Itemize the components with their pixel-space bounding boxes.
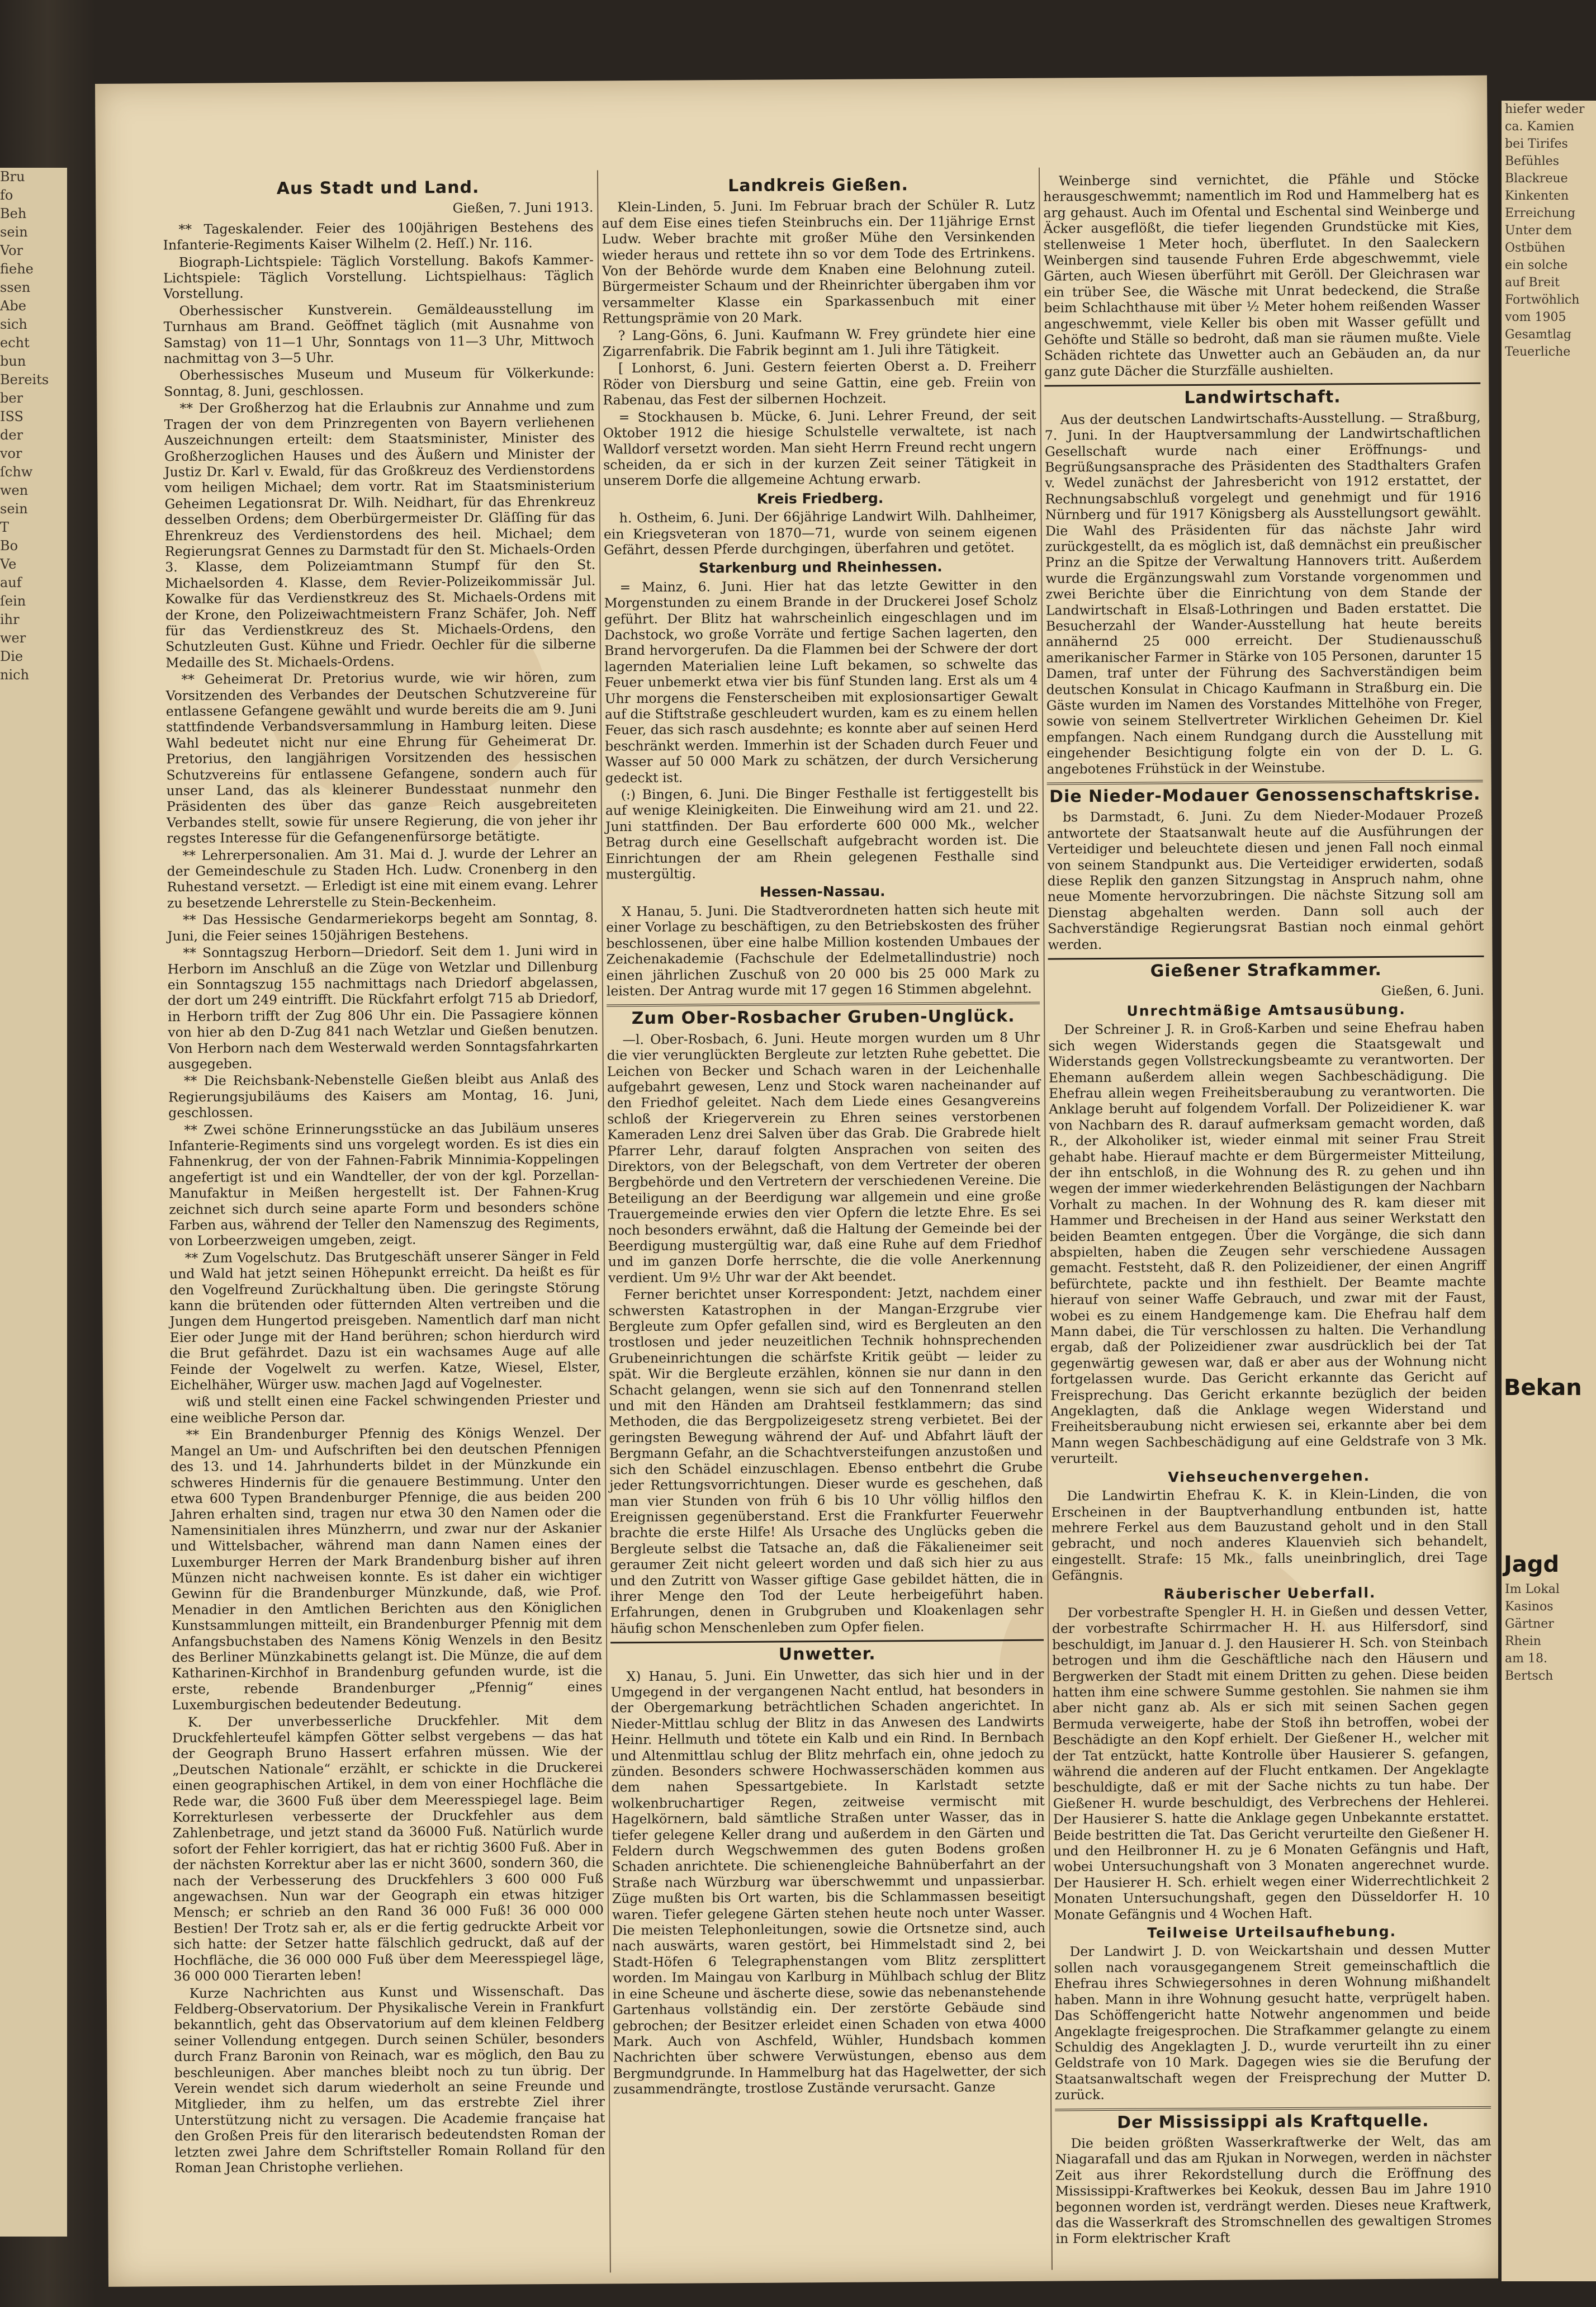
strip-line: Kinkenten: [1505, 189, 1569, 203]
strip-line: Gärtner: [1505, 1617, 1554, 1631]
paragraph: ** Lehrerpersonalien. Am 31. Mai d. J. wurde der Lehrer an der Gemeindeschule zu Staden Hch. Ludw. Cronenberg in den Ruhestand versetzt. — Erledigt ist eine mit einem evang. Lehrer zu besetzende Lehrerstelle zu Stein-Beckenheim.: [167, 845, 598, 911]
strip-line: Im Lokal: [1505, 1582, 1560, 1596]
subsection-heading: Unrechtmäßige Amtsausübung.: [1126, 1001, 1406, 1019]
strip-line: bei Tirifes: [1505, 137, 1568, 151]
strip-line: bun: [0, 353, 26, 369]
strip-line: Vor: [0, 243, 23, 258]
divider: [610, 1639, 1044, 1644]
article-headline: Die Nieder-Modauer Genossenschaftskrise.: [1049, 784, 1481, 807]
divider: [607, 1002, 1040, 1007]
strip-line: ber: [0, 390, 23, 406]
subsection-heading: Teilweise Urteilsaufhebung.: [1147, 1923, 1397, 1941]
paragraph: Klein-Linden, 5. Juni. Im Februar brach der Schüler R. Lutz auf dem Eise eines tiefen Steinbruchs ein. Der 11jährige Ernst Ludw. Weber brachte mit großer Mühe den Versinkenden wieder heraus und rettete ihn so vor dem Tode des Ertrinkens. Von der Behörde wurde dem Knaben eine Belohnung zuteil. Bürgermeister Schaum und der Rheinrichter übergaben ihm vor versammelter Klasse ein Sparkassenbuch mit einer Rettungsprämie von 20 Mark.: [602, 197, 1036, 327]
right-strip-text: [1502, 101, 1596, 361]
article-headline: Unwetter.: [778, 1644, 876, 1665]
article-group: [606, 901, 1040, 999]
strip-line: ISS: [0, 409, 23, 424]
paragraph: Die Landwirtin Ehefrau K. K. in Klein-Linden, die von Erscheinen in der Bauptverhandlung entbunden ist, hatte mehrere Ferkel aus dem Bauzustand geholt und in den Stall gebracht, und noch anderes Klauenvieh sich behandelt, eingestellt. Strafe: 15 Mk., falls uneinbringlich, drei Tage Gefängnis.: [1051, 1485, 1488, 1583]
section-title: Landwirtschaft.: [1184, 387, 1341, 408]
strip-line: Gesamtlag: [1505, 328, 1571, 342]
strip-line: Erreichung: [1505, 206, 1576, 220]
strip-line: fo: [0, 187, 13, 203]
strip-line: auf Breit: [1505, 276, 1560, 290]
column-2: [602, 173, 1046, 2098]
paragraph: —l. Ober-Rosbach, 6. Juni. Heute morgen wurden um 8 Uhr die vier verunglückten Bergleute zur letzten Ruhe gebettet. Die Leichen von Becker und Schach waren in der Leichenhalle aufgebahrt gewesen, Lenz und Stock waren nacheinander auf den Friedhof geleitet. Nach dem Liede eines Gesangvereins schloß der Kriegerverein zu Ehren seines verstorbenen Kameraden Lenz drei Salven über das Grab. Die Grabrede hielt Pfarrer Lehr, darauf folgten Ansprachen von seiten des Direktors, von der Belegschaft, von dem Vertreter der oberen Bergbehörde und den Vertretern der verschiedenen Vereine. Die Beteiligung an der Beerdigung war allgemein und eine große Trauergemeinde erwies den vier Opfern die letzte Ehre. Es sei noch besonders erwähnt, daß die Haltung der Gemeinde bei der Beerdigung mustergültig war, daß eine Ruhe auf dem Friedhof und im ganzen Dorfe herrschte, die die volle Anerkennung verdient. Um 9½ Uhr war der Akt beendet.: [607, 1029, 1041, 1286]
strip-line: Blackreue: [1505, 172, 1568, 186]
article-group: [607, 1029, 1044, 1636]
paragraph: bs Darmstadt, 6. Juni. Zu dem Nieder-Modauer Prozeß antwortete der Staatsanwalt heute auf die Ausführungen der Verteidiger und beleuchtete diesen und jenen Fall noch einmal von seinem Standpunkt aus. Die Verteidiger erwiderten, sodaß diese Replik den ganzen Sitzungstag in Anspruch nahm, ohne neue Momente hervorzubringen. Die nächste Sitzung soll am Dienstag abgehalten werden. Dann soll auch der Sachverständige Regierungsrat Bastian noch einmal gehört werden.: [1047, 807, 1484, 953]
strip-line: sich: [0, 316, 27, 332]
strip-line: nich: [0, 667, 30, 683]
strip-line: ca. Kamien: [1505, 120, 1575, 134]
right-strip-text: [1502, 1581, 1596, 1685]
strip-line: vom 1905: [1505, 310, 1566, 324]
strip-line: auf: [0, 575, 22, 590]
right-page-strip: [1498, 101, 1596, 2281]
paragraph: Biograph-Lichtspiele: Täglich Vorstellung. Bakofs Kammer-Lichtspiele: Täglich Vorstellung. Lichtspielhaus: Täglich Vorstellung.: [163, 252, 594, 302]
strip-line: Die: [0, 649, 23, 664]
paragraph: = Mainz, 6. Juni. Hier hat das letzte Gewitter in den Morgenstunden zu einem Brande in der Druckerei Josef Scholz geführt. Der Blitz hat wahrscheinlich eingeschlagen und im Dachstock, wo große Vorräte und fertige Sachen lagerten, den Brand hervorgerufen. Da die Flammen bei der Schwere der dort lagernden Materialien leine Luft bekamen, so schwelte das Feuer unbemerkt etwa vier bis fünf Stunden lang. Erst als um 4 Uhr morgens die Fensterscheiben mit explosionsartiger Gewalt auf die Stiftstraße geschleudert wurden, kam es zu einem hellen Feuer, das sich rasch ausdehnte; es konnte aber auf seinen Herd beschränkt werden. Immerhin ist der Schaden durch Feuer und Wasser auf 50 000 Mark zu schätzen, der durch Versicherung gedeckt ist.: [604, 576, 1039, 786]
strip-line: Beh: [0, 206, 27, 221]
paragraph: Der Schreiner J. R. in Groß-Karben und seine Ehefrau haben sich wegen Widerstands gegen die Staatsgewalt und Widerstands gegen Vollstreckungsbeamte zu verantworten. Der Ehemann außerdem allein wegen Sachbeschädigung. Die Ehefrau allein wegen Freiheitsberaubung zu verantworten. Die Anklage beruht auf folgendem Vorfall. Der Polizeidiener K. war von Nachbarn des R. darauf aufmerksam gemacht worden, daß R., der Alkoholiker ist, wieder einmal mit seiner Frau Streit gehabt habe. Hierauf machte er dem Bürgermeister Mitteilung, der ihn entschloß, in die Wohnung des R. zu gehen und ihn wegen der immer wiederkehrenden Belästigungen der Nachbarn Vorhalt zu machen. In der Wohnung des R. kam dieser mit Hammer und Brecheisen in der Hand aus seiner Werkstatt den beiden Beamten entgegen. Über die Vorgänge, die sich dann abspielten, haben die Zeugen sehr verschiedene Aussagen gemacht. Feststeht, daß R. den Polizeidiener, der einen Angriff befürchtete, packte und ihn festhielt. Der Beamte machte hierauf von seiner Waffe Gebrauch, und zwar mit der Faust, wobei es zu einem Handgemenge kam. Die Ehefrau half dem Mann dabei, die Tür verschlossen zu halten. Die Verhandlung ergab, daß der Polizeidiener zwar ausdrücklich bei der Tat gegenwärtig gewesen war, daß er aber aus der Wohnung nicht fortgelassen wurde. Das Gericht erkannte das Gericht auf Freisprechung. Das Gericht erkannte bezüglich der beiden Angeklagten, daß die Anklage wegen Widerstand und Freiheitsberaubung nicht erwiesen sei, erkannte aber bei dem Mann wegen Sachbeschädigung auf eine Geldstrafe von 3 Mk. verurteilt.: [1048, 1019, 1487, 1467]
strip-line: T: [0, 519, 10, 535]
strip-line: Bertsch: [1505, 1669, 1554, 1683]
strip-line: Befühles: [1505, 154, 1560, 168]
strip-line: Rhein: [1505, 1634, 1541, 1648]
paragraph: ** Ein Brandenburger Pfennig des Königs Wenzel. Der Mangel an Um- und Aufschriften bei den deutschen Pfennigen des 13. und 14. Jahrhunderts bildet in der Münzkunde ein schweres Hindernis für die genauere Bestimmung. Unter den etwa 600 Typen Brandenburger Pfennige, die aus beiden 200 Jahren erhalten sind, tragen nur etwa 30 den Namen oder die Namensinitialen ihres Münzherrn, und zwar nur der Askanier und Wittelsbacher, während man dann Namen eines der Luxemburger Herren der Mark Brandenburg bisher auf ihren Münzen nicht nachweisen konnte. Es ist daher ein wichtiger Gewinn für die Brandenburger Münzkunde, daß, wie Prof. Menadier in den Amtlichen Berichten aus den Königlichen Kunstsammlungen mitteilt, ein Brandenburger Pfennig mit dem Anfangsbuchstaben des Namens König Wenzels in den Besitz des Berliner Münzkabinetts gelangt ist. Die Münze, die auf dem Katharinen-Kirchhof in Brandenburg gefunden wurde, ist die erste, rebende Brandenburger „Pfennig“ eines Luxemburgischen bedeutender Bedeutung.: [170, 1424, 603, 1713]
strip-line: Ostbühen: [1505, 241, 1565, 255]
article-group: [610, 1666, 1046, 2097]
article-headline: Zum Ober-Rosbacher Gruben-Unglück.: [631, 1006, 1015, 1029]
strip-line: echt: [0, 335, 30, 351]
newspaper-page: [95, 75, 1500, 2287]
strip-line: ssen: [0, 280, 31, 295]
paragraph: ? Lang-Göns, 6. Juni. Kaufmann W. Frey gründete hier eine Zigarrenfabrik. Die Fabrik beginnt am 1. Juli ihre Tätigkeit.: [602, 325, 1036, 360]
paragraph: (:) Bingen, 6. Juni. Die Binger Festhalle ist fertiggestellt bis auf wenige Kleinigkeiten. Die Einweihung wird am 21. und 22. Juni stattfinden. Der Bau erforderte 600 000 Mk., welcher Betrag durch eine Gesellschaft aufgebracht worden ist. Die Einrichtungen der am Rhein gelegenen Festhalle sind mustergültig.: [605, 784, 1039, 882]
strip-line: wer: [0, 630, 26, 646]
article-group: [604, 508, 1038, 558]
article-group: [604, 576, 1039, 882]
paragraph: = Stockhausen b. Mücke, 6. Juni. Lehrer Freund, der seit Oktober 1912 die hiesige Schulstelle verwaltete, ist nach Walldorf versetzt worden. Man sieht Herrn Freund recht ungern scheiden, da er sich in der kurzen Zeit seiner Tätigkeit in unserem Dorfe die allgemeine Achtung erwarb.: [603, 406, 1037, 489]
right-strip-heading: Bekan: [1504, 1375, 1582, 1401]
strip-line: Teuerliche: [1505, 345, 1571, 359]
paragraph: Oberhessisches Museum und Museum für Völkerkunde: Sonntag, 8. Juni, geschlossen.: [164, 365, 595, 400]
strip-line: Unter dem: [1505, 224, 1573, 238]
paragraph: Ferner berichtet unser Korrespondent: Jetzt, nachdem einer schwersten Katastrophen in der Mangan-Erzgrube vier Bergleute zum Opfer gefallen sind, wird es Bergleuten an den trostlosen und jeder neuzeitlichen Technik hohnsprechenden Grubeneinrichtungen die schärfste Kritik geübt — leider zu spät. Wir die Bergleute erzählen, können sie nur dann in den Schacht gelangen, wenn sie sich auf den Tonnenrand stellen und mit den Händen am Drahtseil festklammern; das sind Methoden, die das Bergpolizeigesetz streng verbietet. Bei der geringsten Bewegung während der Auf- und Abfahrt läuft der Bergmann Gefahr, an die Schachtversteifungen anzustoßen und sich den Schädel einzuschlagen. Ebenso entbehrt die Grube jeder Rettungsvorrichtungen. Dieser wurde es geschehen, daß man vier Stunden von früh 6 bis 10 Uhr völlig hilflos den Ereignissen gegenüberstand. Erst die Frankfurter Feuerwehr brachte die erste Hilfe! Als Ursache des Unglücks geben die Bergleute selbst die Tatsache an, daß die Fäkalieneimer seit geraumer Zeit nicht geleert worden und daß sich hier zu aus und den Zutritt von Wasser giftige Gase gebildet hätten, die in ihrer Menge den Tod der Leute herbeigeführt haben. Erfahrungen, denen in Grubgruben und Kloakenlagen sehr häufig schon Menschenleben zum Opfer fielen.: [608, 1284, 1044, 1637]
left-page-strip: [0, 168, 67, 2237]
strip-line: ihr: [0, 612, 20, 627]
strip-line: ein solche: [1505, 258, 1568, 272]
strip-line: am 18.: [1505, 1652, 1547, 1666]
column-1-body: [163, 219, 605, 2176]
paragraph: X Hanau, 5. Juni. Die Stadtverordneten hatten sich heute mit einer Vorlage zu beschäftigen, zu den Betriebskosten des früher beschlossenen, über eine halbe Million kostenden Umbaues der Zeichenakademie (Fachschule der Edelmetallindustrie) noch einen jährlichen Zuschuß von 20 000 bis 25 000 Mark zu leisten. Der Antrag wurde mit 17 gegen 16 Stimmen abgelehnt.: [606, 901, 1040, 999]
paragraph: Kurze Nachrichten aus Kunst und Wissenschaft. Das Feldberg-Observatorium. Der Physikalische Verein in Frankfurt bekanntlich, geht das Observatorium auf dem kleinen Feldberg seiner Vollendung entgegen. Durch seinen Schüler, besonders durch Franz Baronin von Reinach, war es möglich, den Bau zu beschleunigen. Aber manches bleibt noch zu tun übrig. Der Verein wendet sich darum wiederholt an seine Freunde und Mitglieder, ihm zu helfen, um das erstrebte Ziel ihrer Unterstützung nicht zu versagen. Die Academie française hat den Großen Preis für den literarisch bedeutendsten Roman der letzten zwei Jahre dem Schriftsteller Romain Rolland für den Roman Jean Christophe verliehen.: [173, 1982, 605, 2176]
paragraph: X) Hanau, 5. Juni. Ein Unwetter, das sich hier und in der Umgegend in der vergangenen Nacht entlud, hat besonders in der Obergemarkung beträchtlichen Schaden angerichtet. In Nieder-Mittlau schlug der Blitz in das Anwesen des Landwirts Heinr. Hellmuth und tötete ein Kalb und ein Rind. In Bernbach und Altenmittlau schlug der Blitz mehrfach ein, ohne jedoch zu zünden. Besonders schwere Hochwasserschäden kommen aus dem nahen Spessartgebiete. In Karlstadt setzte wolkenbruchartiger Regen, zeitweise vermischt mit Hagelkörnern, bald sämtliche Straßen unter Wasser, das in tiefer gelegene Keller drang und außerdem in den Gärten und Feldern durch Wegschwemmen des guten Bodens großen Schaden anrichtete. Die schienengleiche Bahnüberfahrt an der Straße nach Würzburg war überschwemmt und unpassierbar. Züge mußten bis Ort warten, bis die Schlammassen beseitigt waren. Tiefer gelegene Gärten stehen heute noch unter Wasser. Die meisten Telephonleitungen, sowie die Ortsnetze sind, auch nach auswärts, waren gestört, bei Himmelstadt sind 2, bei Stadt-Höfen 6 Telegraphenstangen vom Blitz zersplittert worden. Im Maingau von Karlburg in Mühlbach schlug der Blitz in eine Scheune und äscherte diese, sowie das nebenanstehende Gartenhaus vollständig ein. Der zerstörte Gebäude sind gebrochen; der Besitzer erleidet einen Schaden von etwa 4000 Mark. Auch von Aschfeld, Wühler, Hundsbach kommen Nachrichten über schwere Verwüstungen, ebenso aus dem Bergmundgrunde. In Hammelburg hat das Hagelwetter, der sich zusammendrängte, trostlose Zustände verursacht. Ganze: [610, 1666, 1046, 2097]
strip-line: sein: [0, 224, 28, 240]
divider: [1047, 780, 1483, 785]
subsection-heading: Kreis Friedberg.: [756, 490, 884, 507]
paragraph: Der Landwirt J. D. von Weickartshain und dessen Mutter sollen nach vorausgegangenem Streit gemeinschaftlich die Ehefrau ihres Schwiegersohnes in deren Wohnung mißhandelt haben. Mann in ihre Wohnung gesucht hatte, verprügelt haben. Das Schöffengericht hatte Notwehr angenommen und beide Angeklagte freigesprochen. Die Strafkammer gelangte zu einem Schuldig des Angeklagten J. D., wurde verurteilt ihn zu einer Geldstrafe von 10 Mark. Dagegen wies sie die Berufung der Staatsanwaltschaft wegen der Freisprechung der Mutter D. zurück.: [1054, 1941, 1491, 2103]
strip-line: hiefer weder: [1505, 102, 1585, 116]
paragraph: h. Ostheim, 6. Juni. Der 66jährige Landwirt Wilh. Dahlheimer, ein Kriegsveteran von 1870—71, wurde von seinem eigenen Gefährt, dessen Pferde durchgingen, überfahren und getötet.: [603, 507, 1038, 558]
strip-line: ſchw: [0, 464, 33, 480]
paragraph: ** Der Großherzog hat die Erlaubnis zur Annahme und zum Tragen der von dem Prinzregenten von Bayern verliehenen Auszeichnungen erteilt: dem Staatsminister, Minister des Großherzoglichen Hauses und des Äußern und Minister der Justiz Dr. Karl v. Ewald, für das Großkreuz des Verdienstordens vom heiligen Michael; dem vortr. Rat im Staatsministerium Geheimen Legationsrat Dr. Wilh. Neidhart, für das Ehrenkreuz desselben Ordens; dem Oberbürgermeister Dr. Gläſſing für das Ehrenkreuz des Verdienstordens des heil. Michael; dem Regierungsrat Gennes zu Darmstadt für den St. Michaels-Orden 3. Klasse, dem Polizeiamtmann Stumpf für den St. Michaelsorden 4. Klasse, dem Revier-Polizeikommissär Jul. Kowalke für das Verdienstkreuz des St. Michaels-Ordens mit der Krone, den Polizeiwachtmeistern Franz Schäfer, Joh. Neff für das Verdienstkreuz des St. Michaels-Ordens, den Schutzleuten Gust. Kühne und Friedr. Oechler für die silberne Medaille des St. Michaels-Ordens.: [164, 398, 596, 671]
strip-line: Bru: [0, 169, 25, 185]
divider: [1055, 2106, 1491, 2111]
strip-line: Bo: [0, 538, 18, 554]
section-title: Aus Stadt und Land.: [276, 177, 480, 199]
paragraph: ** Das Hessische Gendarmeriekorps begeht am Sonntag, 8. Juni, die Feier seines 150jährigen Bestehens.: [167, 909, 598, 944]
paragraph: Aus der deutschen Landwirtschafts-Ausstellung. — Straßburg, 7. Juni. In der Hauptversammlung der Landwirtschaftlichen Gesellschaft wurde nach einer Eröffnungs- und Begrüßungsansprache des Präsidenten des Stadthalters Grafen v. Wedel zunächst der Jahresbericht von 1912 erstattet, der Rechnungsabschluß vorgelegt und genehmigt und für 1916 Nürnberg und für 1917 Königsberg als Ausstellungsort gewählt. Die Wahl des Präsidenten für das nächste Jahr wird zurückgestellt, da es möglich ist, daß demnächst ein preußischer Prinz an die Spitze der Verwaltung Hannovers tritt. Außerdem wurde die Ergänzungswahl zum Vorstande vorgenommen und zwei Berichte über die Einrichtung von dem Stande der Landwirtschaft in Elsaß-Lothringen und Baden erstattet. Die Besucherzahl der Wander-Ausstellung hat heute bereits annähernd 25 000 erreicht. Der Studienausschuß amerikanischer Farmer in Stärke von 105 Personen, darunter 15 Damen, traf unter der Führung des Sachverständigen beim deutschen Konsulat in Chicago Kaufmann in Straßburg ein. Die Gäste wurden im Namen des Vorstandes Mittelhöhe von Freger, sowie von seinem Stellvertreter Wirklichen Geheimen Dr. Kiel empfangen. Nach einem Rundgang durch die Ausstellung mit eingehender Besichtigung folgte ein von der D. L. G. angebotenes Frühstück in der Weinstube.: [1044, 409, 1483, 777]
right-strip-heading: Jagd: [1504, 1552, 1560, 1577]
strip-line: Abe: [0, 298, 26, 314]
paragraph: Der vorbestrafte Spengler H. H. in Gießen und dessen Vetter, der vorbestrafte Schirrmacher H. H. aus Hilfersdorf, sind beschuldigt, im Januar d. J. den Hausierer H. Sch. von Steinbach betrogen und ihm die Geschäftliche nach den Häusern und Bergwerken der Stadt mit einem Dritten zu gehen. Diese beiden hatten ihm eine schwere Summe gestohlen. Sie nahmen sie ihm aber nicht ganz ab. Als er sich mit seinen Sachen gegen Bermuda verweigerte, habe der Stoß ihn betroffen, wobei der Beschädigte an den Kopf erhielt. Der Gießener H., welcher mit der Tat entzückt, hatte Kontrolle über Hausierer S. gefangen, während die anderen auf der Flucht entkamen. Der Angeklagte beschuldigte, daß er mit der Sache nichts zu tun habe. Der Gießener H. wurde beschuldigt, des Verbrechens der Hehlerei. Der Hausierer S. hatte die Anklage gegen Unbekannte erstattet. Beide bestritten die Tat. Das Gericht verurteilte den Gießener H. und den Heilbronner H. zu je 6 Monaten Gefängnis und Haft, wobei Untersuchungshaft von 3 Monaten angerechnet wurde. Der Hausierer H. Sch. erhielt wegen einer Widerrechtlichkeit 2 Monaten Untersuchungshaft, gegen den Düsseldorfer H. 10 Monate Gefängnis und 4 Wochen Haft.: [1052, 1602, 1490, 1923]
paragraph: ** Sonntagszug Herborn—Driedorf. Seit dem 1. Juni wird in Herborn im Anschluß an die Züge von Wetzlar und Dillenburg ein Sonntagszug 155 nachmittags nach Driedorf abgelassen, der dort um 249 eintrifft. Die Rückfahrt erfolgt 715 ab Driedorf, in Herborn trifft der Zug 806 Uhr ein. Die Passagiere können von hier ab den D-Zug 841 nach Wetzlar und Gießen benutzen. Von Herborn nach dem Westerwald werden Sonntagsfahrkarten ausgegeben.: [167, 942, 599, 1072]
subsection-heading: Hessen-Nassau.: [760, 883, 885, 901]
strip-line: Kasinos: [1505, 1600, 1554, 1614]
divider: [1048, 956, 1484, 960]
paragraph: wiß und stellt einen eine Fackel schwingenden Priester und eine weibliche Person dar.: [170, 1391, 601, 1426]
strip-line: Fortwöhlich: [1505, 293, 1580, 307]
section-title: Gießener Strafkammer.: [1150, 960, 1382, 981]
strip-line: wen: [0, 483, 29, 498]
paragraph: [ Lonhorst, 6. Juni. Gestern feierten Oberst a. D. Freiherr Röder von Diersburg und seine Gattin, eine geb. Freiin von Rabenau, das Fest der silbernen Hochzeit.: [603, 358, 1036, 408]
paragraph: ** Zum Vogelschutz. Das Brutgeschäft unserer Sänger in Feld und Wald hat jetzt seinen Höhepunkt erreicht. Da heißt es für den Vogelfreund Zurückhaltung üben. Die geringste Störung kann die brütenden oder fütternden Alten vertreiben und die Jungen dem Hungertod preisgeben. Namentlich darf man nicht Eier oder Junge mit der Hand berühren; schon hierdurch wird die Brut gefährdet. Dazu ist ein wachsames Auge auf alle Feinde der Vogelwelt zu werfen. Katze, Wiesel, Elster, Eichelhäher, Würger usw. machen Jagd auf Vogelnester.: [169, 1247, 601, 1393]
strip-line: Ve: [0, 556, 17, 572]
column-3: [1043, 171, 1492, 2248]
paragraph: ** Die Reichsbank-Nebenstelle Gießen bleibt aus Anlaß des Regierungsjubiläums des Kaisers am Montag, 16. Juni, geschlossen.: [168, 1070, 599, 1121]
paragraph: ** Geheimerat Dr. Pretorius wurde, wie wir hören, zum Vorsitzenden des Verbandes der Deutschen Schutzvereine für entlassene Gefangene gewählt und wurde bereits die am 9. Juni stattfindende Verbandsversammlung in Hamburg leiten. Diese Wahl bedeutet nicht nur eine Ehrung für Geheimerat Dr. Pretorius, den langjährigen Vorsitzenden des hessischen Schutzvereins für entlassene Gefangene, sondern auch für unser Land, das als kleinerer Bundesstaat nunmehr den Präsidenten des über das ganze Reich ausgebreiteten Verbandes stellt, sowie für unsere Regierung, die von jeher ihr regstes Interesse für die Gefangenenfürsorge betätigte.: [165, 669, 598, 847]
dateline: Gießen, 7. Juni 1913.: [452, 199, 594, 216]
subsection-heading: Räuberischer Ueberfall.: [1163, 1584, 1376, 1602]
paragraph: ** Tageskalender. Feier des 100jährigen Bestehens des Infanterie-Regiments Kaiser Wilhelm (2. Heſſ.) Nr. 116.: [163, 219, 594, 253]
strip-line: ſein: [0, 593, 26, 609]
dateline: Gießen, 6. Juni.: [1381, 982, 1485, 999]
subsection-heading: Viehseuchenvergehen.: [1168, 1467, 1371, 1486]
article-headline: Der Mississippi als Kraftquelle.: [1117, 2111, 1429, 2133]
divider: [1044, 382, 1480, 387]
subsection-heading: Starkenburg und Rheinhessen.: [698, 559, 943, 576]
strip-line: fiehe: [0, 261, 34, 277]
paragraph: Die beiden größten Wasserkraftwerke der Welt, das am Niagarafall und das am Rjukan in Norwegen, werden in nächster Zeit aus ihrer Rekordstellung durch die Eröffnung des Mississippi-Kraftwerkes bei Keokuk, dessen Bau im Jahre 1910 begonnen worden ist, verdrängt werden. Dieses neue Kraftwerk, das die Wasserkraft des Stromschnellen des gewaltigen Stromes in Form elektrischer Kraft: [1055, 2133, 1492, 2247]
article-group: [602, 197, 1036, 489]
paragraph: ** Zwei schöne Erinnerungsstücke an das Jubiläum unseres Infanterie-Regiments sind uns vorgelegt worden. Es ist dies ein Fahnenkrug, der von der Fahnen-Fabrik Minnimia-Koppelingen angefertigt ist und ein Wandteller, der von der kgl. Porzellan-Manufaktur in Meißen hergestellt ist. Der Fahnen-Krug zeichnet sich durch seine aparte Form und besonders schöne Farben aus, während der Teller den Namenszug des Regiments, von Lorbeerzweigen umgeben, zeigt.: [168, 1119, 600, 1249]
paragraph: Oberhessischer Kunstverein. Gemäldeausstellung im Turnhaus am Brand. Geöffnet täglich (mit Ausnahme von Samstag) von 11—1 Uhr, Sonntags von 11—3 Uhr, Mittwoch nachmittag von 3—5 Uhr.: [163, 300, 594, 367]
section-title: Landkreis Gießen.: [728, 175, 909, 196]
strip-line: vor: [0, 446, 22, 461]
strip-line: sein: [0, 501, 28, 517]
strip-line: Bereits: [0, 372, 49, 387]
strip-line: der: [0, 427, 23, 443]
paragraph: Weinberge sind vernichtet, die Pfähle und Stöcke herausgeschwemmt; namentlich im Rod und Hammelberg hat es arg gehaust. Auch im Ofental und Eschental sind Weinberge und Äcker ausgeflößt, die tiefer liegenden Grundstücke mit Kies, stellenweise 1 Meter hoch, überflutet. In den Saaleckern Weinbergen sind tausende Fuhren Erde abgeschwemmt, viele Gärten, auch Wiesen überführt mit Geröll. Der Gleichrasen war ein trüber See, die Wäsche mit Unrat bedeckend, die Straße beim Schlachthause mit über ½ Meter hohem reißenden Wasser angeschwemmt, viele Keller bis oben mit Wasser gefüllt und Gehöfte und Ställe so bedroht, daß man sie räumen mußte. Viele Schäden richtete das Unwetter auch an Gebäuden an, da nur ganz gute Dächer die Sturzfälle aushielten.: [1043, 170, 1481, 380]
paragraph: K. Der unverbesserliche Druckfehler. Mit dem Druckfehlerteufel kämpfen Götter selbst vergebens — das hat der Geograph Bruno Hassert erfahren müssen. Wie der „Deutschen Nationale“ erzählt, er schickte in die Druckerei einen geographischen Artikel, in dem von einer Hochfläche die Rede war, die 3600 Fuß über dem Meeresspiegel lage. Beim Korrekturlesen verbesserte der Druckfehler aus dem Zahlenbetrage, und jetzt stand da 36000 Fuß. Natürlich wurde sofort der Fehler korrigiert, das hat er richtig 3600 Fuß. Aber in der nächsten Korrektur aber las er nicht 3600, sondern 360, die nach der Verbesserung des Druckfehlers 3 600 000 Fuß angewachsen. Nun war der Geograph ein etwas hitziger Mensch; er schrieb an den Rand 36 000 Fuß! 36 000 000 Bestien! Der Trotz sah er, als er die fertig gedruckte Arbeit vor sich hatte: der Setzer hatte fälschlich gedruckt, daß auf der Hochfläche, die 36 000 000 Fuß über dem Meeresspiegel läge, 36 000 000 Tierarten leben!: [172, 1712, 604, 1984]
column-1: [163, 176, 605, 2177]
